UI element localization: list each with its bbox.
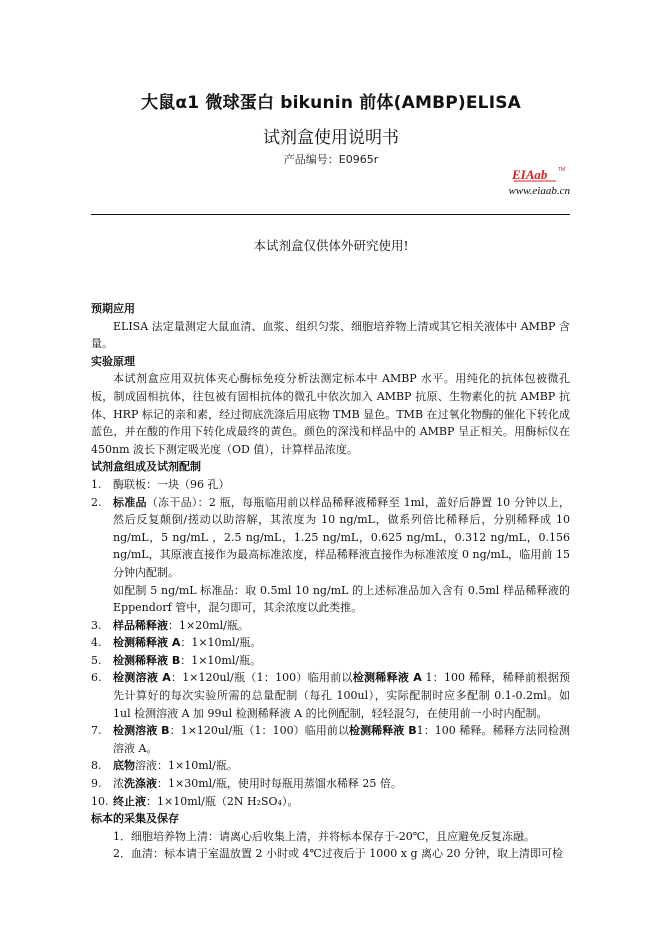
list-item-note: 如配制 5 ng/mL 标准品：取 0.5ml 10 ng/mL 的上述标准品加入含有 0.5ml 样品稀释液的 Eppendorf 管中，混匀即可，其余浓度以此类推。 <box>113 583 570 615</box>
logo-tm: TM <box>558 167 566 173</box>
list-item: 1. 酶联板：一块（96 孔） <box>91 477 230 491</box>
logo-text: EIAab <box>512 167 548 182</box>
list-item: 8. 底物溶液：1×10ml/瓶。 <box>91 759 238 773</box>
list-item: 2. 标准品（冻干品）：2 瓶，每瓶临用前以样品稀释液稀释至 1ml，盖好后静置 10 分钟以上，然后反复颠倒/搓动以助溶解，其浓度为 10 ng/mL，做系列倍比稀释后，分别稀释成 10 ng/mL，5 ng/mL ，2.5 ng/mL，1.25 ng/mL，0.625 ng/mL，0.312 ng/mL，0.156 ng/mL，其原液直接作为最高标准浓度，样品稀释液直接作为标准浓度 0 ng/mL，临用前 15 分钟内配制。 <box>91 495 570 579</box>
document-subtitle: 试剂盒使用说明书 <box>263 128 399 148</box>
list-item: 4. 检测稀释液 A：1×10ml/瓶。 <box>91 636 262 650</box>
section-heading-kit: 试剂盒组成及试剂配制 <box>91 460 201 474</box>
list-item: 10. 终止液：1×10ml/瓶（2N H₂SO₄）。 <box>91 794 299 808</box>
research-use-notice: 本试剂盒仅供体外研究使用! <box>253 238 409 253</box>
list-item: 5. 检测稀释液 B：1×10ml/瓶。 <box>91 653 262 667</box>
list-item: 3. 样品稀释液：1×20ml/瓶。 <box>91 618 249 632</box>
list-item: 9. 浓洗涤液：1×30ml/瓶，使用时每瓶用蒸馏水稀释 25 倍。 <box>91 777 402 791</box>
principle-text: 本试剂盒应用双抗体夹心酶标免疫分析法测定标本中 AMBP 水平。用纯化的抗体包被微孔板，制成固相抗体，往包被有固相抗体的微孔中依次加入 AMBP 抗原、生物素化的抗 AMBP 抗体、HRP 标记的亲和素，经过彻底洗涤后用底物 TMB 显色。TMB 在过氧化物酶的催化下转化成蓝色，并在酸的作用下转化成最终的黄色。颜色的深浅和样品中的 AMBP 呈正相关。用酶标仪在 450nm 波长下测定吸光度（OD 值），计算样品浓度。 <box>91 372 570 456</box>
list-item: 7. 检测溶液 B：1×120ul/瓶（1：100）临用前以检测稀释液 B1：100 稀释。稀释方法同检测溶液 A。 <box>91 724 570 755</box>
section-heading-principle: 实验原理 <box>91 354 135 368</box>
list-item: 6. 检测溶液 A：1×120ul/瓶（1：100）临用前以检测稀释液 A 1：100 稀释，稀释前根据预先计算好的每次实验所需的总量配制（每孔 100ul），实际配制时应多配制 0.1-0.2ml。如 1ul 检测溶液 A 加 99ul 检测稀释液 A 的比例配制，轻轻混匀，在使用前一小时内配制。 <box>91 671 571 720</box>
document-body <box>91 300 570 863</box>
intended-use-text: ELISA 法定量测定大鼠血清、血浆、组织匀浆、细胞培养物上清或其它相关液体中 AMBP 含量。 <box>91 319 570 351</box>
website-link[interactable]: www.eiaab.cn <box>508 185 570 197</box>
header-divider <box>91 214 570 215</box>
section-heading-intended-use: 预期应用 <box>91 302 135 315</box>
section-heading-sample: 标本的采集及保存 <box>91 812 179 826</box>
product-code: 产品编号：E0965r <box>283 153 379 166</box>
sample-item: 2．血清：标本请于室温放置 2 小时或 4℃过夜后于 1000 x g 离心 20 分钟，取上清即可检 <box>113 847 564 861</box>
document-title: 大鼠α1 微球蛋白 bikunin 前体(AMBP)ELISA <box>140 93 522 113</box>
eiaab-logo <box>510 165 570 183</box>
sample-item: 1．细胞培养物上清：请离心后收集上清，并将标本保存于-20℃，且应避免反复冻融。 <box>113 829 536 843</box>
